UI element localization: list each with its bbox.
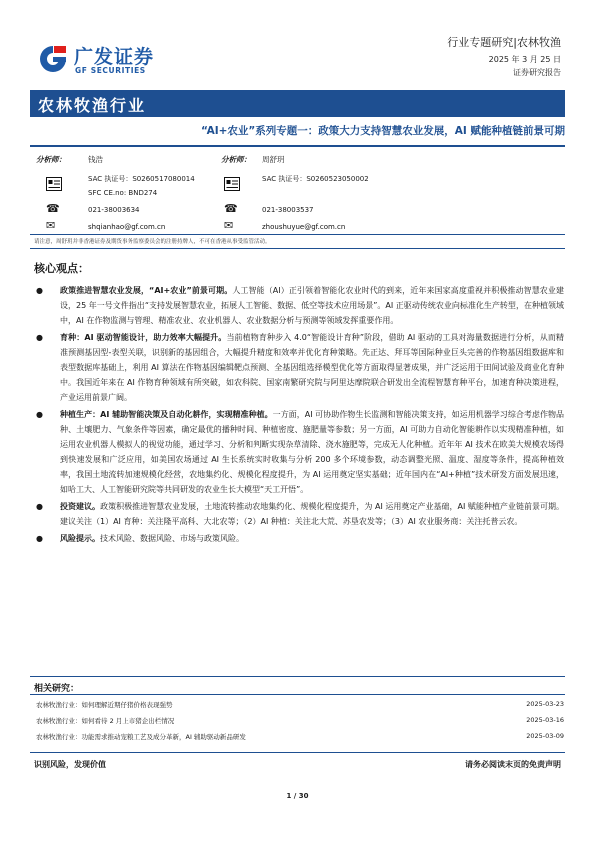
analyst-phone: 021-38003537 [262,206,314,214]
bullet-icon: ● [36,502,43,511]
related-title[interactable]: 农林牧渔行业：如何看待 2 月上市猪企出栏情况 [36,717,175,725]
mail-icon: ✉ [46,219,56,232]
bullet-text [60,531,244,546]
list-item [36,330,564,405]
divider [30,234,565,235]
bullet-icon: ● [36,410,43,419]
divider [30,248,565,249]
bullet-text [60,330,564,405]
id-card-icon [224,177,240,191]
footer-slogan: 识别风险，发现价值 [34,760,106,769]
report-type: 行业专题研究|农林牧渔 [447,36,561,49]
analyst-sac: SAC 执证号：S0260523050002 [262,175,369,183]
phone-icon: ☎ [224,202,238,215]
industry-title: 农林牧渔行业 [38,96,147,115]
divider [30,145,565,147]
analyst-sfc: SFC CE.no: BND274 [88,189,158,197]
report-subtitle: “AI+农业”系列专题一：政策大力支持智慧农业发展，AI 赋能种植链前景可期 [201,125,565,137]
footer-disclaimer: 请务必阅读末页的免责声明 [465,760,561,769]
bullet-body: 当前植物育种步入 4.0“智能设计育种”阶段，借助 AI 驱动的工具对海量数据进行分析，从而精准预测基因型-表型关联，识别新的基因组合，大幅提升精度和效率并优化育种策略。先正达、拜耳等国际种业巨头完善的作物基因组数据库和表型数据库基础上，利用 AI 算法在作物基因编辑靶点预测、全基因组选择模型优化等方面取得显著成果，并广泛运用于田间试验及商业化育种中。我国近年来在 AI 作物育种领域有所突破，如农科院、国家南繁研究院与阿里达摩院联合研发出全流程智慧育种平台，加速育种决策进程，产业运用前景广阔。 [60,333,564,402]
analyst-name: 周舒玥 [262,155,285,164]
analyst-email[interactable]: zhoushuyue@gf.com.cn [262,223,346,231]
bullet-lead: 投资建议。 [60,502,101,511]
divider [30,694,565,695]
bullet-text [60,407,564,497]
analyst-label: 分析师： [36,155,66,164]
list-item [36,407,564,497]
bullet-icon: ● [36,286,43,295]
related-research-title: 相关研究： [34,684,80,694]
report-kind: 证券研究报告 [513,68,561,77]
divider [30,752,565,753]
analyst-email[interactable]: shqianhao@gf.com.cn [88,223,166,231]
bullet-lead: 育种：AI 驱动智能设计，助力效率大幅提升。 [60,333,227,342]
related-research-item[interactable] [36,700,564,709]
related-research-item[interactable] [36,732,564,741]
core-views-list [36,283,564,548]
bullet-lead: 风险提示。 [60,534,100,543]
list-item [36,499,564,529]
bullet-icon: ● [36,333,43,342]
bullet-body: 人工智能（AI）正引领着智能化农业时代的到来，近年来国家高度重视并积极推动智慧农业建设，25 年一号文件指出“支持发展智慧农业，拓展人工智能、数据、低空等技术应用场景”。AI 正驱动传统农业向标准化生产转型，在种植领域中，AI 在作物监测与管理、精准农业、农业机器人、农业数据分析与预测等领域发挥重要作用。 [60,286,564,325]
bullet-lead: 种植生产：AI 辅助智能决策及自动化耕作，实现精准种植。 [60,410,273,419]
analyst-name: 钱浩 [88,155,103,164]
analyst-label: 分析师： [221,155,251,164]
analyst-phone: 021-38003634 [88,206,140,214]
mail-icon: ✉ [224,219,234,232]
id-card-icon [46,177,62,191]
bullet-text [60,499,564,529]
phone-icon: ☎ [46,202,60,215]
related-date: 2025-03-09 [526,732,564,740]
brand-name-en: GF SECURITIES [75,66,146,75]
list-item [36,283,564,328]
bullet-body: 技术风险、数据风险、市场与政策风险。 [100,534,244,543]
page-number: 1 / 30 [286,792,309,800]
related-title[interactable]: 农林牧渔行业：功能需求推动宠粮工艺及成分革新，AI 辅助驱动新品研发 [36,733,246,741]
gf-logo-icon [38,44,68,74]
bullet-body: 政策积极推进智慧农业发展，土地流转推动农地集约化、规模化程度提升，为 AI 运用奠定产业基础，AI 赋能种植产业链前景可期。建议关注（1）AI 育种：关注隆平高科、大北农等；（2）AI 种植：关注北大荒、苏垦农发等；（3）AI 农业服务商：关注托普云农。 [60,502,564,526]
brand-name-cn: 广发证券 [74,46,155,68]
bullet-lead: 政策推进智慧农业发展，“AI+农业”前景可期。 [60,286,233,295]
related-title[interactable]: 农林牧渔行业：如何理解近期仔猪价格表现强势 [36,701,173,709]
list-item [36,531,564,546]
divider [30,676,565,677]
bullet-body: 一方面，AI 可协助作物生长监测和智能决策支持，如运用机器学习综合考虑作物品种、土壤肥力、气象条件等因素，确定最优的播种时间、种植密度、施肥量等参数；另一方面，AI 可助力自动化智能耕作以实现精准种植，如运用农业机器人模拟人的视觉功能，通过学习、分析和判断实现杂草清除、浇水施肥等，完成无人化种植。近年年 AI 技术在欧美大规模农场得到快速发展和广泛应用，如美国农场通过 AI 生长系统实时收集与分析 200 多个环境参数，动态调整光照、温度、湿度等条件，提高种植效率，我国土地流转加速规模化经营，农地集约化、规模化程度提升，为 AI 运用奠定坚实基础；近年国内在“AI+种植”技术研发方面发展迅速，如哈工大、人工智能研究院等共同研发的农业生长大模型“天工开悟”。 [60,410,565,494]
related-date: 2025-03-16 [526,716,564,724]
bullet-text [60,283,564,328]
disclaimer-note: 请注意，周舒玥并非香港证券及期货事务监察委员会的注册持牌人，不可在香港从事受监管活动。 [34,239,271,245]
analyst-sac: SAC 执证号：S0260517080014 [88,175,195,183]
related-research-item[interactable] [36,716,564,725]
bullet-icon: ● [36,534,43,543]
core-views-title: 核心观点： [34,262,89,275]
related-date: 2025-03-23 [526,700,564,708]
report-date: 2025 年 3 月 25 日 [488,55,561,64]
